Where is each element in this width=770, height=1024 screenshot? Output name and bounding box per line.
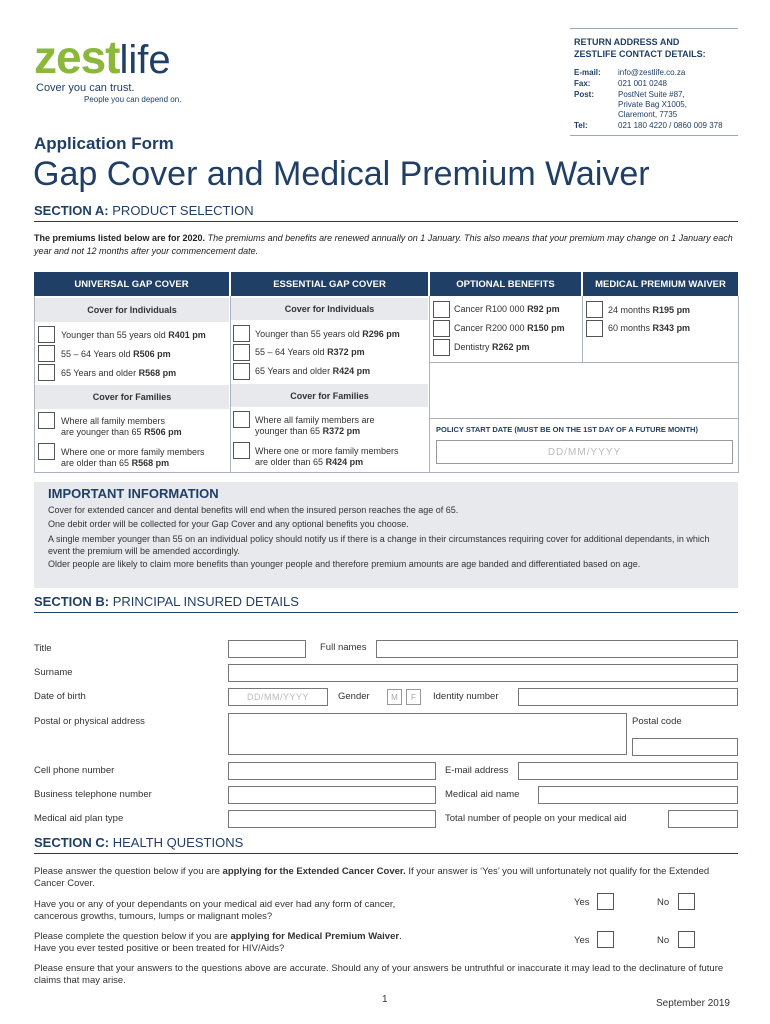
section-b-heading: SECTION B: PRINCIPAL INSURED DETAILS <box>34 594 299 609</box>
universal-family-over65-checkbox[interactable] <box>38 443 55 460</box>
subtagline: People you can depend on. <box>84 95 182 104</box>
title-label: Title <box>34 643 52 654</box>
surname-label: Surname <box>34 667 73 678</box>
return-address-title: RETURN ADDRESS AND ZESTLIFE CONTACT DETAILS: <box>574 37 706 59</box>
important-info-line: One debit order will be collected for your Gap Cover and any optional benefits you choose. <box>48 519 409 529</box>
page-title: Gap Cover and Medical Premium Waiver <box>33 155 650 193</box>
cell-phone-input[interactable] <box>228 762 436 780</box>
cancer-200k-checkbox[interactable] <box>433 320 450 337</box>
essential-65plus-checkbox[interactable] <box>233 363 250 380</box>
hiv-no-label: No <box>657 935 670 946</box>
universal-family-under65-checkbox[interactable] <box>38 412 55 429</box>
dentistry-option: Dentistry R262 pm <box>454 342 530 352</box>
universal-under55-checkbox[interactable] <box>38 326 55 343</box>
universal-55-64-option: 55 – 64 Years old R506 pm <box>61 349 171 359</box>
medical-aid-plan-input[interactable] <box>228 810 436 828</box>
dob-label: Date of birth <box>34 691 86 702</box>
business-tel-input[interactable] <box>228 786 436 804</box>
medical-aid-name-input[interactable] <box>538 786 738 804</box>
total-people-label: Total number of people on your medical aid <box>445 813 627 824</box>
universal-individuals-subheader: Cover for Individuals <box>35 298 229 322</box>
universal-family-under65-option: Where all family members are younger than 65 R506 pm <box>61 416 182 437</box>
cancer-100k-checkbox[interactable] <box>433 301 450 318</box>
identity-number-input[interactable] <box>518 688 738 706</box>
policy-start-date-label: POLICY START DATE (MUST BE ON THE 1ST DAY OF A FUTURE MONTH) <box>436 425 698 434</box>
document-date: September 2019 <box>656 998 730 1009</box>
essential-family-under65-option: Where all family members are younger than 65 R372 pm <box>255 415 375 436</box>
cancer-no-checkbox[interactable] <box>678 893 695 910</box>
table-border <box>34 296 35 472</box>
hiv-yes-checkbox[interactable] <box>597 931 614 948</box>
post-row: Post: PostNet Suite #87, Private Bag X1005, Claremont, 7735 <box>574 90 687 119</box>
dentistry-checkbox[interactable] <box>433 339 450 356</box>
universal-65plus-option: 65 Years and older R568 pm <box>61 368 177 378</box>
essential-under55-checkbox[interactable] <box>233 325 250 342</box>
cell-phone-label: Cell phone number <box>34 765 115 776</box>
cancer-cover-instructions: Please answer the question below if you are applying for the Extended Cancer Cover. If your answer is ‘Yes’ you will unfortunately not qualify for the Extended Cancer Cover. <box>34 866 710 889</box>
hiv-no-checkbox[interactable] <box>678 931 695 948</box>
medical-aid-plan-label: Medical aid plan type <box>34 813 124 824</box>
email-row: E-mail: info@zestlife.co.za <box>574 68 686 77</box>
cancer-question: Have you or any of your dependants on your medical aid ever had any form of cancer, cancerous growths, tumours, lumps or malignant moles? <box>34 899 396 922</box>
essential-family-under65-checkbox[interactable] <box>233 411 250 428</box>
form-label: Application Form <box>34 134 174 153</box>
title-input[interactable] <box>228 640 306 658</box>
return-address-top-rule <box>570 28 738 29</box>
fax-row: Fax: 021 001 0248 <box>574 79 667 88</box>
total-people-input[interactable] <box>668 810 738 828</box>
full-names-label: Full names <box>320 642 367 653</box>
essential-individuals-subheader: Cover for Individuals <box>231 298 428 320</box>
universal-65plus-checkbox[interactable] <box>38 364 55 381</box>
tagline: Cover you can trust. <box>36 82 135 94</box>
section-a-rule <box>34 221 738 222</box>
universal-under55-option: Younger than 55 years old R401 pm <box>61 330 206 340</box>
section-a-heading: SECTION A: PRODUCT SELECTION <box>34 203 254 218</box>
cancer-100k-option: Cancer R100 000 R92 pm <box>454 304 560 314</box>
waiver-24-months-option: 24 months R195 pm <box>608 305 691 315</box>
accuracy-disclaimer: Please ensure that your answers to the questions above are accurate. Should any of your answers be untruthful or inaccurate it may lead to the declinature of future claims that may arise. <box>34 963 724 986</box>
premium-note: The premiums listed below are for 2020. The premiums and benefits are renewed annually on 1 January. This also means that your premium may change on 1 January each year and not 12 months after your commencement date. <box>34 233 733 256</box>
cancer-no-label: No <box>657 897 670 908</box>
essential-under55-option: Younger than 55 years old R296 pm <box>255 329 400 339</box>
waiver-60-months-checkbox[interactable] <box>586 320 603 337</box>
cancer-yes-label: Yes <box>574 897 590 908</box>
important-info-title: IMPORTANT INFORMATION <box>48 486 219 501</box>
section-b-rule <box>34 612 738 613</box>
table-divider <box>582 296 583 362</box>
waiver-24-months-checkbox[interactable] <box>586 301 603 318</box>
important-info-line: Older people are likely to claim more benefits than younger people and therefore premium amounts are age banded and differentiated based on age. <box>48 559 641 569</box>
essential-family-over65-checkbox[interactable] <box>233 442 250 459</box>
hiv-yes-label: Yes <box>574 935 590 946</box>
table-divider <box>429 362 738 363</box>
essential-65plus-option: 65 Years and older R424 pm <box>255 366 371 376</box>
email-input[interactable] <box>518 762 738 780</box>
universal-55-64-checkbox[interactable] <box>38 345 55 362</box>
return-address-bottom-rule <box>570 135 738 136</box>
surname-input[interactable] <box>228 664 738 682</box>
essential-55-64-option: 55 – 64 Years old R372 pm <box>255 347 365 357</box>
logo-life: life <box>119 38 171 82</box>
logo-zest: zest <box>34 31 120 83</box>
email-label: E-mail address <box>445 765 509 776</box>
gender-label: Gender <box>338 691 370 702</box>
table-divider <box>429 418 738 419</box>
header-optional-benefits: OPTIONAL BENEFITS <box>430 272 581 296</box>
table-border <box>738 296 739 472</box>
universal-families-subheader: Cover for Families <box>35 385 229 409</box>
important-info-line: Cover for extended cancer and dental benefits will end when the insured person reaches the age of 65. <box>48 505 459 515</box>
essential-55-64-checkbox[interactable] <box>233 344 250 361</box>
header-essential-gap-cover: ESSENTIAL GAP COVER <box>231 272 428 296</box>
tel-row: Tel: 021 180 4220 / 0860 009 378 <box>574 121 723 130</box>
business-tel-label: Business telephone number <box>34 789 152 800</box>
policy-start-date-input[interactable]: DD/MM/YYYY <box>436 440 733 464</box>
header-medical-premium-waiver: MEDICAL PREMIUM WAIVER <box>583 272 738 296</box>
table-border <box>34 472 739 473</box>
section-c-heading: SECTION C: HEALTH QUESTIONS <box>34 835 244 850</box>
gender-f-option[interactable]: F <box>406 689 421 705</box>
medical-aid-name-label: Medical aid name <box>445 789 520 800</box>
header-universal-gap-cover: UNIVERSAL GAP COVER <box>34 272 229 296</box>
full-names-input[interactable] <box>376 640 738 658</box>
section-c-rule <box>34 853 738 854</box>
page-number: 1 <box>382 994 388 1005</box>
hiv-question-block: Please complete the question below if you are applying for Medical Premium Waiver. Have you ever tested positive or been treated for HIV/Aids? <box>34 931 402 954</box>
postal-code-label: Postal code <box>632 716 682 727</box>
identity-number-label: Identity number <box>433 691 499 702</box>
universal-family-over65-option: Where one or more family members are older than 65 R568 pm <box>61 447 205 468</box>
zestlife-logo <box>34 31 171 83</box>
dob-input[interactable]: DD/MM/YYYY <box>228 688 328 706</box>
table-divider <box>429 296 430 472</box>
postal-code-input[interactable] <box>632 738 738 756</box>
address-label: Postal or physical address <box>34 716 145 727</box>
cancer-yes-checkbox[interactable] <box>597 893 614 910</box>
essential-family-over65-option: Where one or more family members are older than 65 R424 pm <box>255 446 399 467</box>
essential-families-subheader: Cover for Families <box>231 384 428 407</box>
important-info-line: A single member younger than 55 on an individual policy should notify us if there is a change in their circumstances requiring cover for additional dependants, in which event the premium will be amended accordingly. <box>48 534 710 556</box>
address-input[interactable] <box>228 713 627 755</box>
gender-m-option[interactable]: M <box>387 689 402 705</box>
cancer-200k-option: Cancer R200 000 R150 pm <box>454 323 565 333</box>
waiver-60-months-option: 60 months R343 pm <box>608 323 691 333</box>
